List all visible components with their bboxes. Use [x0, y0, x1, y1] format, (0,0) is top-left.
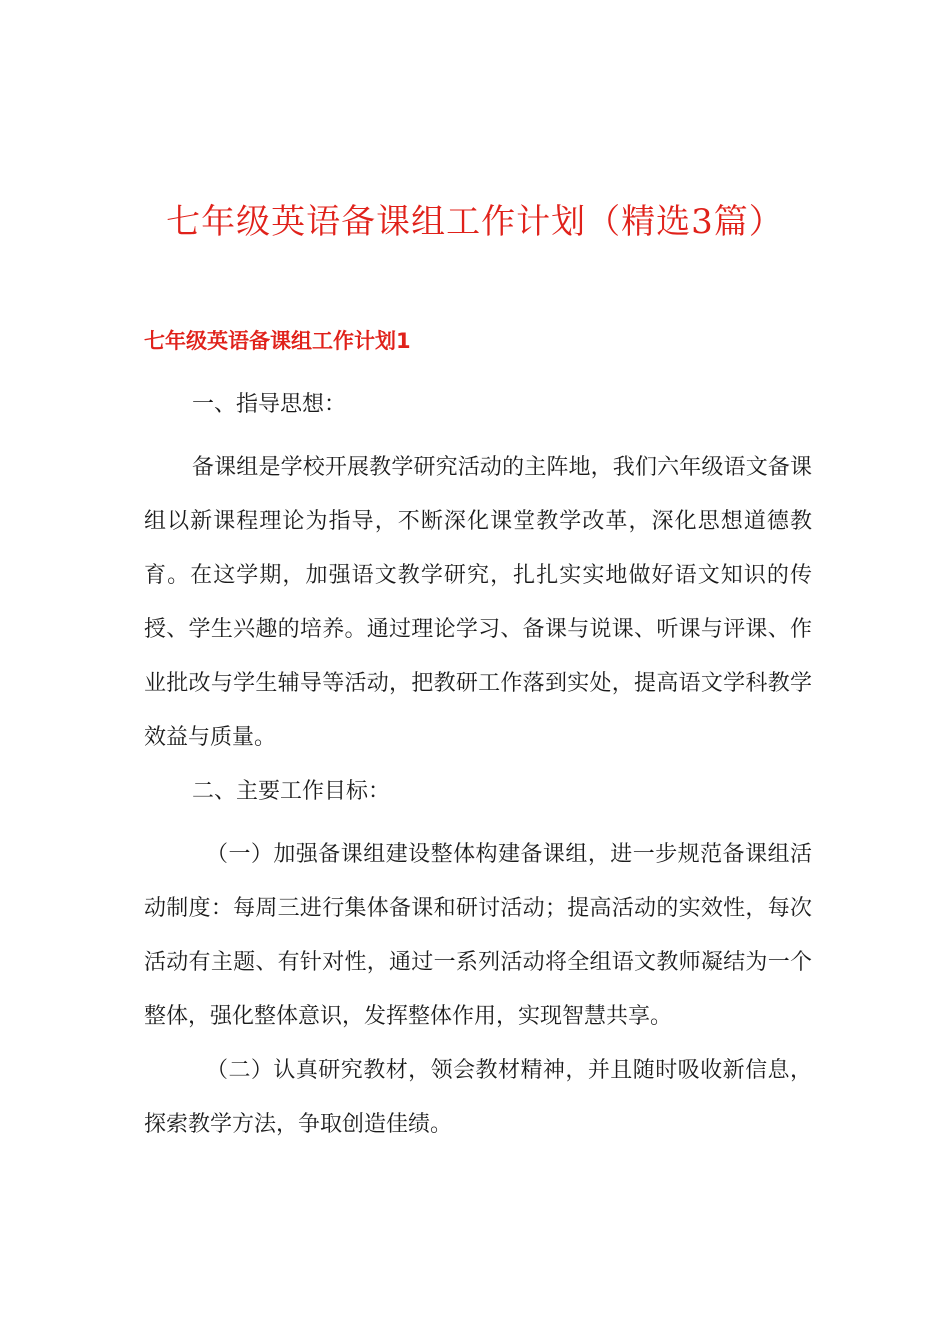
paragraph-goal-one: （一）加强备课组建设整体构建备课组，进一步规范备课组活动制度：每周三进行集体备课和研讨活动；提高活动的实效性，每次活动有主题、有针对性，通过一系列活动将全组语文教师凝结为一个整体，强化整体意识，发挥整体作用，实现智慧共享。 — [144, 842, 812, 1029]
paragraph-goal-two: （二）认真研究教材，领会教材精神，并且随时吸收新信息，探索教学方法，争取创造佳绩。 — [144, 1058, 812, 1137]
heading-guiding-ideology: 一、指导思想： — [192, 392, 347, 417]
paragraph-guiding-ideology: 备课组是学校开展教学研究活动的主阵地，我们六年级语文备课组以新课程理论为指导，不断深化课堂教学改革，深化思想道德教育。在这学期，加强语文教学研究，扎扎实实地做好语文知识的传授、学生兴趣的培养。通过理论学习、备课与说课、听课与评课、作业批改与学生辅导等活动，把教研工作落到实处，提高语文学科教学效益与质量。 — [144, 455, 812, 750]
document-title: 七年级英语备课组工作计划（精选3篇） — [166, 202, 784, 242]
heading-main-goals: 二、主要工作目标： — [192, 779, 391, 804]
section-title: 七年级英语备课组工作计划1 — [144, 329, 411, 353]
